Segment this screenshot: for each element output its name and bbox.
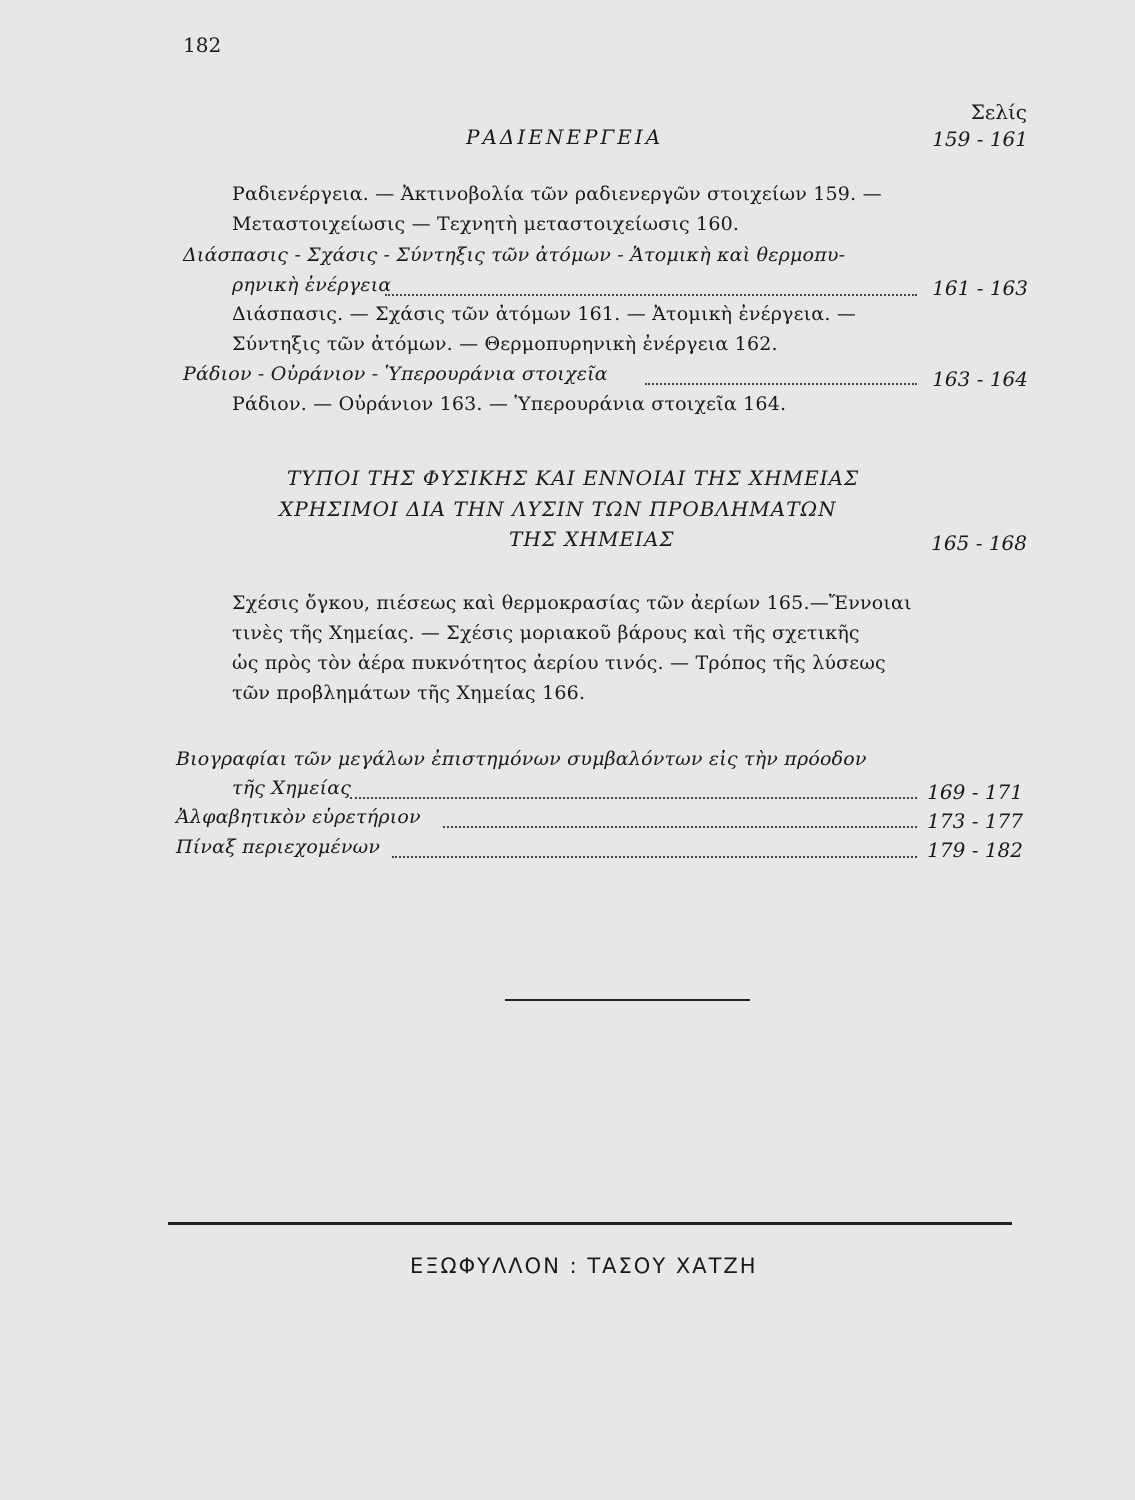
dot-leader <box>392 856 917 858</box>
entry-heading: τῆς Χημείας <box>232 777 352 799</box>
entry-text: Διάσπασις. — Σχάσις τῶν ἀτόμων 161. — Ἀτομικὴ ἐνέργεια. — <box>232 303 857 325</box>
entry-text: ὡς πρὸς τὸν ἀέρα πυκνότητος ἀερίου τινός. — Τρόπος τῆς λύσεως <box>232 652 886 674</box>
section-pages: 159 - 161 <box>932 127 1028 151</box>
entry-text: τινὲς τῆς Χημείας. — Σχέσις μοριακοῦ βάρους καὶ τῆς σχετικῆς <box>232 622 860 644</box>
entry-text: Μεταστοιχείωσις — Τεχνητὴ μεταστοιχείωσις 160. <box>232 213 740 235</box>
page-number: 182 <box>183 33 222 57</box>
section-title-radioactivity: ΡΑΔΙΕΝΕΡΓΕΙΑ <box>466 125 664 149</box>
entry-text: Σύντηξις τῶν ἀτόμων. — Θερμοπυρηνικὴ ἐνέργεια 162. <box>232 333 778 355</box>
subheading-pages: 161 - 163 <box>932 276 1028 300</box>
footer-divider <box>168 1222 1012 1225</box>
section-title: ΧΡΗΣΙΜΟΙ ΔΙΑ ΤΗΝ ΛΥΣΙΝ ΤΩΝ ΠΡΟΒΛΗΜΑΤΩΝ <box>279 497 837 521</box>
short-divider <box>505 999 750 1001</box>
entry-heading: Βιογραφίαι τῶν μεγάλων ἐπιστημόνων συμβαλόντων εἰς τὴν πρόοδον <box>176 748 867 770</box>
section-title: ΤΥΠΟΙ ΤΗΣ ΦΥΣΙΚΗΣ ΚΑΙ ΕΝΝΟΙΑΙ ΤΗΣ ΧΗΜΕΙΑΣ <box>287 466 860 490</box>
subheading-pages: 163 - 164 <box>932 367 1028 391</box>
page-column-header: Σελίς <box>970 100 1027 124</box>
dot-leader <box>443 826 917 828</box>
entry-text: Σχέσις ὄγκου, πιέσεως καὶ θερμοκρασίας τῶν ἀερίων 165.—Ἔννοιαι <box>232 592 912 614</box>
entry-pages: 169 - 171 <box>927 780 1023 804</box>
entry-text: Ραδιενέργεια. — Ἀκτινοβολία τῶν ραδιενεργῶν στοιχείων 159. — <box>232 183 882 205</box>
entry-heading: Πίναξ περιεχομένων <box>176 836 381 858</box>
section-title: ΤΗΣ ΧΗΜΕΙΑΣ <box>509 527 675 551</box>
subheading: Διάσπασις - Σχάσις - Σύντηξις τῶν ἀτόμων - Ἀτομικὴ καὶ θερμοπυ- <box>183 244 846 266</box>
entry-pages: 173 - 177 <box>927 809 1023 833</box>
entry-heading: Ἀλφαβητικὸν εὑρετήριον <box>176 806 421 828</box>
entry-pages: 179 - 182 <box>927 838 1023 862</box>
dot-leader <box>385 294 917 296</box>
subheading: Ράδιον - Οὐράνιον - Ὑπερουράνια στοιχεῖα <box>183 363 608 385</box>
dot-leader <box>350 797 917 799</box>
entry-text: Ράδιον. — Οὐράνιον 163. — Ὑπερουράνια στοιχεῖα 164. <box>232 393 787 415</box>
cover-credit: ΕΞΩΦΥΛΛΟΝ : ΤΑΣΟΥ ΧΑΤΖΗ <box>410 1254 758 1278</box>
entry-text: τῶν προβλημάτων τῆς Χημείας 166. <box>232 682 586 704</box>
subheading: ρηνικὴ ἐνέργεια <box>232 274 392 296</box>
section-pages: 165 - 168 <box>931 531 1027 555</box>
dot-leader <box>645 383 917 385</box>
